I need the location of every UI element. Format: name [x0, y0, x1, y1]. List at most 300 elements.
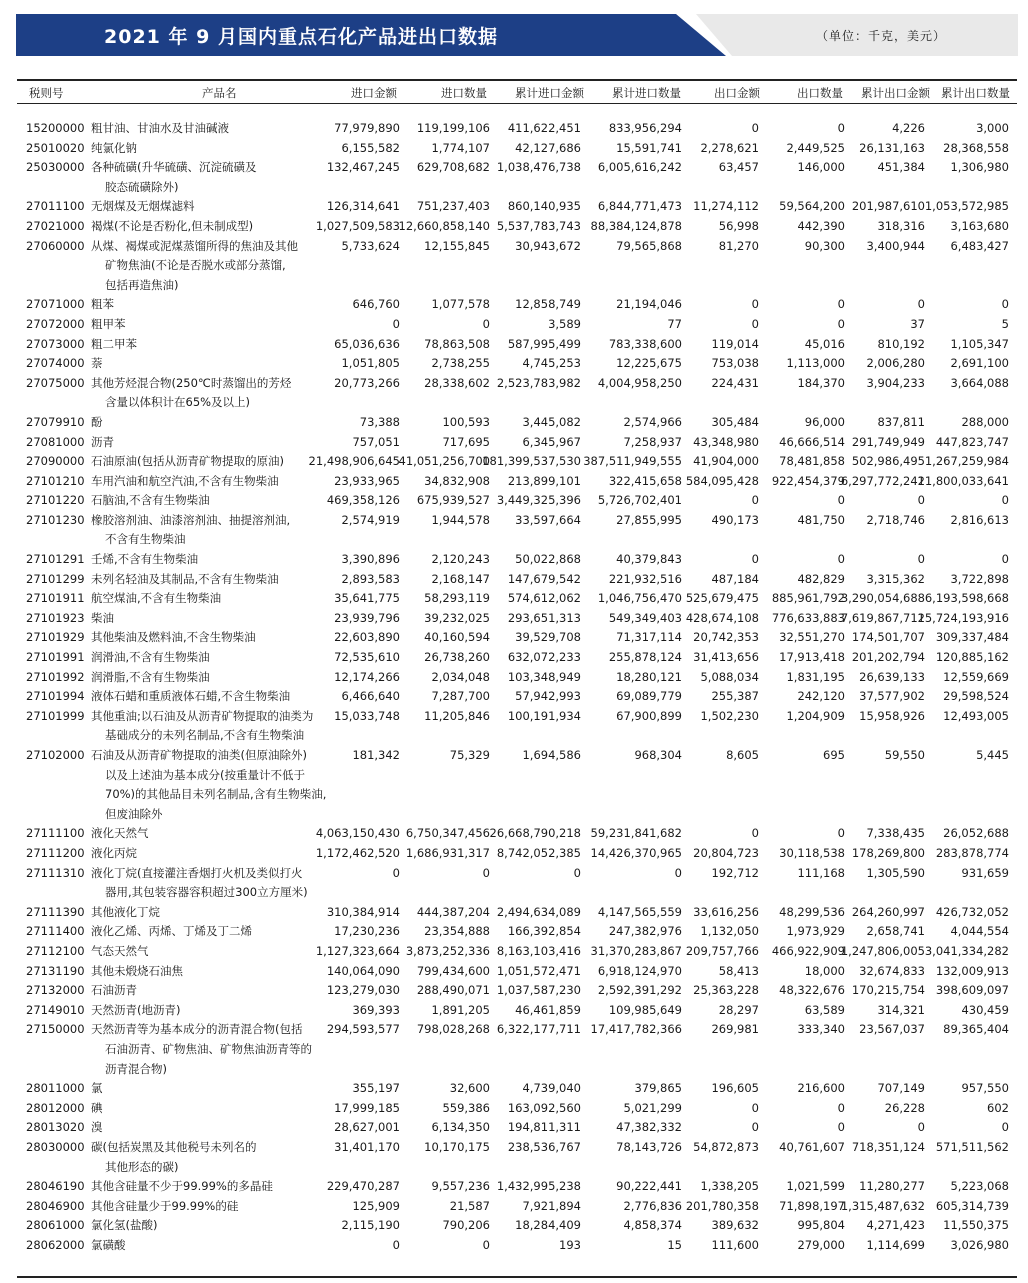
import-qty: 2,034,048	[431, 669, 490, 684]
import-value: 72,535,610	[334, 650, 400, 665]
import-value: 12,174,266	[334, 669, 400, 684]
product-name: 70%)的其他品目未列名制品,含有生物柴油,	[105, 787, 327, 802]
table-row	[17, 374, 1017, 413]
cum-import-qty: 14,426,370,965	[590, 846, 682, 860]
table-row	[17, 1197, 1017, 1217]
table-row	[17, 844, 1017, 864]
cum-import-qty: 67,900,899	[616, 708, 682, 723]
import-qty: 7,287,700	[431, 689, 490, 704]
import-value: 31,401,170	[334, 1139, 400, 1154]
product-name: 其他含硅量不少于99.99%的多晶硅	[91, 1179, 273, 1194]
cum-import-value: 147,679,542	[507, 571, 581, 586]
tariff-code: 27101999	[26, 708, 85, 723]
cum-import-qty: 47,382,332	[616, 1120, 682, 1135]
cum-export-value: 23,567,037	[859, 1022, 925, 1037]
cum-export-value: 810,192	[877, 336, 925, 351]
product-name: 萘	[91, 356, 103, 371]
product-name: 碳(包括炭黑及其他税号未列名的	[91, 1139, 257, 1154]
cum-export-value: 7,338,435	[866, 826, 925, 841]
import-qty: 6,134,350	[431, 1120, 490, 1135]
tariff-code: 28030000	[26, 1139, 85, 1154]
cum-export-qty: 11,550,375	[943, 1218, 1009, 1233]
table-row	[17, 433, 1017, 453]
import-value: 17,230,236	[334, 924, 400, 939]
cum-export-qty: 89,365,404	[943, 1022, 1009, 1037]
cum-import-qty: 322,415,658	[608, 473, 682, 488]
cum-import-qty: 549,349,403	[608, 610, 682, 625]
cum-import-qty: 4,858,374	[623, 1218, 682, 1233]
tariff-code: 28012000	[26, 1100, 85, 1115]
cum-export-value: 4,226	[892, 121, 925, 135]
cum-import-value: 39,529,708	[515, 630, 581, 645]
table-row	[17, 217, 1017, 237]
export-value: 224,431	[711, 375, 759, 390]
tariff-code: 27101210	[26, 473, 85, 488]
cum-import-qty: 17,417,782,366	[590, 1022, 682, 1037]
cum-export-value: 264,260,997	[851, 904, 925, 919]
table-row	[17, 1118, 1017, 1138]
product-name: 石脑油,不含有生物柴油	[91, 493, 210, 508]
export-value: 8,605	[726, 748, 759, 763]
product-name: 润滑脂,不含有生物柴油	[91, 669, 210, 684]
cum-import-qty: 5,021,299	[623, 1100, 682, 1115]
cum-export-value: 0	[917, 1120, 925, 1135]
tariff-code: 27072000	[26, 316, 85, 331]
cum-import-qty: 15	[667, 1237, 682, 1252]
tariff-code: 27060000	[26, 238, 85, 253]
table-row	[17, 119, 1017, 139]
export-qty: 242,120	[797, 689, 845, 704]
table-row	[17, 1138, 1017, 1177]
cum-export-qty: 120,885,162	[935, 650, 1009, 665]
cum-import-value: 1,051,572,471	[496, 963, 581, 978]
export-value: 209,757,766	[685, 943, 759, 958]
cum-export-value: 314,321	[877, 1002, 925, 1017]
export-value: 753,038	[711, 356, 759, 371]
cum-import-qty: 15,591,741	[616, 140, 682, 155]
tariff-code: 27111100	[26, 826, 85, 841]
cum-export-qty: 0	[1001, 552, 1009, 567]
import-value: 28,627,001	[334, 1120, 400, 1135]
cum-export-qty: 571,511,562	[935, 1139, 1009, 1154]
table-row	[17, 1099, 1017, 1119]
tariff-code: 25030000	[26, 160, 85, 175]
cum-import-value: 8,163,103,416	[496, 943, 581, 958]
product-name: 液化天然气	[91, 826, 149, 841]
cum-import-qty: 2,776,836	[623, 1198, 682, 1213]
cum-export-qty: 3,163,680	[950, 218, 1009, 233]
export-qty: 0	[837, 121, 845, 135]
export-qty: 922,454,379	[771, 473, 845, 488]
import-value: 140,064,090	[326, 963, 400, 978]
import-qty: 40,160,594	[424, 630, 490, 645]
product-name: 液化丙烷	[91, 846, 137, 860]
table-row	[17, 864, 1017, 903]
table-row	[17, 315, 1017, 335]
product-name: 液化乙烯、丙烯、丁烯及丁二烯	[91, 924, 252, 939]
cum-export-qty: 5,445	[976, 748, 1009, 763]
import-qty: 751,237,403	[416, 199, 490, 214]
export-value: 28,297	[718, 1002, 759, 1017]
cum-export-value: 37,577,902	[859, 689, 925, 704]
cum-export-qty: 3,664,088	[950, 375, 1009, 390]
export-qty: 45,016	[804, 336, 845, 351]
import-qty: 629,708,682	[416, 160, 490, 175]
cum-import-qty: 12,225,675	[616, 356, 682, 371]
product-name: 基础成分的未列名制品,不含有生物柴油	[105, 728, 305, 743]
tariff-code: 25010020	[26, 140, 85, 155]
cum-export-value: 2,006,280	[866, 356, 925, 371]
product-name: 航空煤油,不含有生物柴油	[91, 591, 222, 606]
export-value: 584,095,428	[685, 473, 759, 488]
table-row	[17, 668, 1017, 688]
cum-export-value: 718,351,124	[851, 1139, 925, 1154]
export-qty: 885,961,792	[771, 591, 845, 606]
export-value: 0	[751, 297, 759, 312]
tariff-code: 27073000	[26, 336, 85, 351]
import-qty: 58,293,119	[424, 591, 490, 606]
table-row	[17, 472, 1017, 492]
cum-import-value: 46,461,859	[515, 1002, 581, 1017]
export-qty: 0	[837, 552, 845, 567]
cum-export-qty: 957,550	[961, 1081, 1009, 1096]
export-value: 0	[751, 316, 759, 331]
table-row	[17, 824, 1017, 844]
cum-export-value: 451,384	[877, 160, 925, 175]
cum-export-qty: 931,659	[961, 865, 1009, 880]
export-qty: 2,449,525	[786, 140, 845, 155]
import-value: 22,603,890	[334, 630, 400, 645]
export-qty: 71,898,197	[779, 1198, 845, 1213]
cum-import-value: 33,597,664	[515, 512, 581, 527]
import-qty: 1,944,578	[431, 512, 490, 527]
cum-import-value: 213,899,101	[507, 473, 581, 488]
cum-export-qty: 29,598,524	[943, 689, 1009, 704]
cum-import-qty: 7,258,937	[623, 434, 682, 449]
import-qty: 717,695	[442, 434, 490, 449]
cum-import-qty: 4,147,565,559	[597, 904, 682, 919]
cum-import-qty: 833,956,294	[608, 121, 682, 135]
import-value: 0	[392, 1237, 400, 1252]
import-value: 6,155,582	[341, 140, 400, 155]
cum-export-qty: 0	[1001, 1120, 1009, 1135]
export-qty: 995,804	[797, 1218, 845, 1233]
export-value: 0	[751, 1100, 759, 1115]
cum-import-qty: 6,918,124,970	[597, 963, 682, 978]
cum-import-value: 5,537,783,743	[496, 218, 581, 233]
cum-export-value: 0	[917, 297, 925, 312]
cum-export-qty: 602	[987, 1100, 1009, 1115]
cum-import-qty: 783,338,600	[608, 336, 682, 351]
export-qty: 0	[837, 1120, 845, 1135]
import-qty: 78,863,508	[424, 336, 490, 351]
export-value: 269,981	[711, 1022, 759, 1037]
export-value: 1,502,230	[700, 708, 759, 723]
cum-import-value: 30,943,672	[515, 238, 581, 253]
cum-import-value: 1,694,586	[522, 748, 581, 763]
header-import-value: 进口金额	[351, 86, 397, 100]
tariff-code: 27101992	[26, 669, 85, 684]
table-row	[17, 1236, 1017, 1256]
product-name: 其他含硅量少于99.99%的硅	[91, 1198, 239, 1213]
cum-import-qty: 968,304	[634, 748, 682, 763]
product-name: 氯磺酸	[91, 1237, 126, 1252]
tariff-code: 27132000	[26, 983, 85, 998]
header-export-value: 出口金额	[714, 86, 760, 100]
export-qty: 111,168	[797, 865, 845, 880]
export-value: 63,457	[718, 160, 759, 175]
import-value: 0	[392, 865, 400, 880]
product-name: 天然沥青等为基本成分的沥青混合物(包括	[91, 1022, 303, 1037]
import-value: 229,470,287	[326, 1179, 400, 1194]
tariff-code: 27102000	[26, 748, 85, 763]
export-qty: 1,113,000	[786, 356, 845, 371]
product-name: 天然沥青(地沥青)	[91, 1002, 181, 1017]
cum-export-qty: 5	[1001, 316, 1009, 331]
product-name: 沥青	[91, 434, 114, 449]
header-name: 产品名	[202, 86, 237, 100]
export-value: 192,712	[711, 865, 759, 880]
import-qty: 10,170,175	[424, 1139, 490, 1154]
export-value: 54,872,873	[693, 1139, 759, 1154]
table-row	[17, 648, 1017, 668]
cum-export-value: 1,315,487,632	[840, 1198, 925, 1213]
cum-import-qty: 255,878,124	[608, 650, 682, 665]
table-row	[17, 550, 1017, 570]
product-name: 沥青混合物)	[105, 1061, 167, 1076]
cum-import-value: 4,739,040	[522, 1081, 581, 1096]
export-qty: 442,390	[797, 218, 845, 233]
import-qty: 9,557,236	[431, 1179, 490, 1194]
cum-export-value: 26,228	[884, 1100, 925, 1115]
cum-export-qty: 283,878,774	[935, 846, 1009, 860]
header-cum-import-qty: 累计进口数量	[612, 86, 681, 100]
cum-import-qty: 0	[674, 865, 682, 880]
product-name: 胶态硫磺除外)	[105, 179, 179, 194]
export-value: 11,274,112	[693, 199, 759, 214]
import-value: 15,033,748	[334, 708, 400, 723]
cum-import-value: 57,942,993	[515, 689, 581, 704]
header-export-qty: 出口数量	[797, 86, 843, 100]
product-name: 器用,其包装容器容积超过300立方厘米)	[105, 885, 308, 900]
tariff-code: 27021000	[26, 218, 85, 233]
cum-export-qty: 0	[1001, 493, 1009, 508]
cum-export-value: 32,674,833	[859, 963, 925, 978]
cum-export-qty: 5,223,068	[950, 1179, 1009, 1194]
import-qty: 12,660,858,140	[398, 218, 490, 233]
cum-export-qty: 26,052,688	[943, 826, 1009, 841]
cum-export-value: 178,269,800	[851, 846, 925, 860]
export-value: 428,674,108	[685, 610, 759, 625]
page-header	[16, 14, 1018, 56]
cum-export-qty: 1,105,347	[950, 336, 1009, 351]
export-value: 31,413,656	[693, 650, 759, 665]
product-name: 无烟煤及无烟煤滤料	[91, 199, 195, 214]
cum-export-value: 26,639,133	[859, 669, 925, 684]
product-name: 其他液化丁烷	[91, 904, 160, 919]
table-row	[17, 981, 1017, 1001]
tariff-code: 27081000	[26, 434, 85, 449]
product-name: 柴油	[91, 610, 114, 625]
export-value: 41,904,000	[693, 454, 759, 469]
table-row	[17, 628, 1017, 648]
cum-import-value: 0	[573, 865, 581, 880]
table-row	[17, 589, 1017, 609]
header-cum-export-value: 累计出口金额	[861, 86, 930, 100]
cum-import-qty: 18,280,121	[616, 669, 682, 684]
export-value: 305,484	[711, 414, 759, 429]
export-value: 389,632	[711, 1218, 759, 1233]
import-qty: 100,593	[442, 414, 490, 429]
cum-export-value: 0	[917, 493, 925, 508]
table-row	[17, 413, 1017, 433]
cum-import-qty: 4,004,958,250	[597, 375, 682, 390]
import-qty: 790,206	[442, 1218, 490, 1233]
tariff-code: 28046190	[26, 1179, 85, 1194]
export-value: 43,348,980	[693, 434, 759, 449]
unit-label: （单位：千克，美元）	[815, 29, 946, 43]
import-value: 73,388	[359, 414, 400, 429]
cum-import-qty: 5,726,702,401	[597, 493, 682, 508]
cum-import-value: 6,322,177,711	[496, 1022, 581, 1037]
product-name: 粗甘油、甘油水及甘油碱液	[91, 121, 229, 135]
import-qty: 32,600	[449, 1081, 490, 1096]
table-row	[17, 1079, 1017, 1099]
cum-export-qty: 3,722,898	[950, 571, 1009, 586]
cum-import-value: 26,668,790,218	[489, 826, 581, 841]
export-value: 255,387	[711, 689, 759, 704]
cum-export-qty: 447,823,747	[935, 434, 1009, 449]
product-name: 壬烯,不含有生物柴油	[91, 552, 199, 567]
import-qty: 75,329	[449, 748, 490, 763]
import-qty: 798,028,268	[416, 1022, 490, 1037]
product-name: 粗二甲苯	[91, 336, 137, 351]
tariff-code: 27101911	[26, 591, 85, 606]
table-row	[17, 1001, 1017, 1021]
product-name: 以及上述油为基本成分(按重量计不低于	[105, 767, 305, 782]
table-row	[17, 707, 1017, 746]
import-qty: 2,168,147	[431, 571, 490, 586]
cum-export-qty: 1,267,259,984	[924, 454, 1009, 469]
export-qty: 0	[837, 316, 845, 331]
export-value: 0	[751, 493, 759, 508]
import-value: 355,197	[352, 1081, 400, 1096]
cum-import-qty: 221,932,516	[608, 571, 682, 586]
cum-export-value: 1,114,699	[866, 1237, 925, 1252]
cum-export-qty: 605,314,739	[935, 1198, 1009, 1213]
export-value: 119,014	[711, 336, 759, 351]
product-name: 橡胶溶剂油、油漆溶剂油、抽提溶剂油,	[91, 512, 291, 527]
table-body	[17, 119, 1017, 1255]
cum-export-value: 837,811	[877, 414, 925, 429]
product-name: 车用汽油和航空汽油,不含有生物柴油	[91, 473, 279, 488]
cum-import-qty: 78,143,726	[616, 1139, 682, 1154]
import-value: 35,641,775	[334, 591, 400, 606]
export-qty: 40,761,607	[779, 1139, 845, 1154]
cum-import-value: 18,284,409	[515, 1218, 581, 1233]
import-qty: 3,873,252,336	[405, 943, 490, 958]
cum-export-value: 37	[910, 316, 925, 331]
table-row	[17, 491, 1017, 511]
cum-import-qty: 379,865	[634, 1081, 682, 1096]
import-value: 21,498,906,645	[308, 454, 400, 469]
tariff-code: 28013020	[26, 1120, 85, 1135]
cum-export-value: 15,958,926	[859, 708, 925, 723]
cum-import-value: 6,345,967	[522, 434, 581, 449]
table-row	[17, 746, 1017, 824]
table-row	[17, 962, 1017, 982]
export-value: 111,600	[711, 1237, 759, 1252]
import-value: 369,393	[352, 1002, 400, 1017]
tariff-code: 28011000	[26, 1081, 85, 1096]
cum-export-qty: 6,483,427	[950, 238, 1009, 253]
cum-import-qty: 40,379,843	[616, 552, 682, 567]
cum-import-value: 100,191,934	[507, 708, 581, 723]
export-value: 25,363,228	[693, 983, 759, 998]
table-row	[17, 158, 1017, 197]
cum-import-value: 7,921,894	[522, 1198, 581, 1213]
export-qty: 1,973,929	[786, 924, 845, 939]
export-value: 20,804,723	[693, 846, 759, 860]
import-qty: 119,199,106	[416, 121, 490, 135]
table-row	[17, 295, 1017, 315]
table-row	[17, 570, 1017, 590]
cum-import-value: 1,038,476,738	[496, 160, 581, 175]
import-value: 1,051,805	[341, 356, 400, 371]
product-name: 石油沥青、矿物焦油、矿物焦油沥青等的	[105, 1041, 312, 1056]
table-row	[17, 922, 1017, 942]
export-qty: 90,300	[804, 238, 845, 253]
tariff-code: 27111400	[26, 924, 85, 939]
product-name: 溴	[91, 1120, 103, 1135]
import-value: 20,773,266	[334, 375, 400, 390]
import-qty: 0	[482, 865, 490, 880]
cum-export-value: 502,986,495	[851, 454, 925, 469]
cum-export-value: 318,316	[877, 218, 925, 233]
cum-export-value: 1,305,590	[866, 865, 925, 880]
import-value: 2,574,919	[341, 512, 400, 527]
import-value: 1,172,462,520	[315, 846, 400, 860]
table-row	[17, 139, 1017, 159]
export-qty: 333,340	[797, 1022, 845, 1037]
import-qty: 0	[482, 1237, 490, 1252]
import-qty: 2,738,255	[431, 356, 490, 371]
tariff-code: 27150000	[26, 1022, 85, 1037]
export-value: 0	[751, 1120, 759, 1135]
header-code: 税则号	[29, 86, 64, 100]
cum-export-value: 3,400,944	[866, 238, 925, 253]
product-name: 其他形态的碳)	[105, 1159, 179, 1174]
cum-export-qty: 2,816,613	[950, 512, 1009, 527]
import-qty: 6,750,347,456	[405, 826, 490, 841]
cum-export-qty: 1,306,980	[950, 160, 1009, 175]
cum-import-value: 411,622,451	[507, 121, 581, 135]
cum-export-qty: 288,000	[961, 414, 1009, 429]
cum-import-value: 50,022,868	[515, 552, 581, 567]
export-qty: 0	[837, 826, 845, 841]
cum-import-qty: 2,592,391,292	[597, 983, 682, 998]
import-qty: 559,386	[442, 1100, 490, 1115]
cum-import-value: 194,811,311	[507, 1120, 581, 1135]
import-qty: 12,155,845	[424, 238, 490, 253]
export-value: 487,184	[711, 571, 759, 586]
export-qty: 18,000	[804, 963, 845, 978]
import-value: 77,979,890	[334, 121, 400, 135]
product-name: 各种硫磺(升华硫磺、沉淀硫磺及	[91, 160, 257, 175]
product-name: 纯氯化钠	[91, 140, 137, 155]
cum-export-qty: 11,800,033,641	[917, 473, 1009, 488]
export-qty: 32,551,270	[779, 630, 845, 645]
